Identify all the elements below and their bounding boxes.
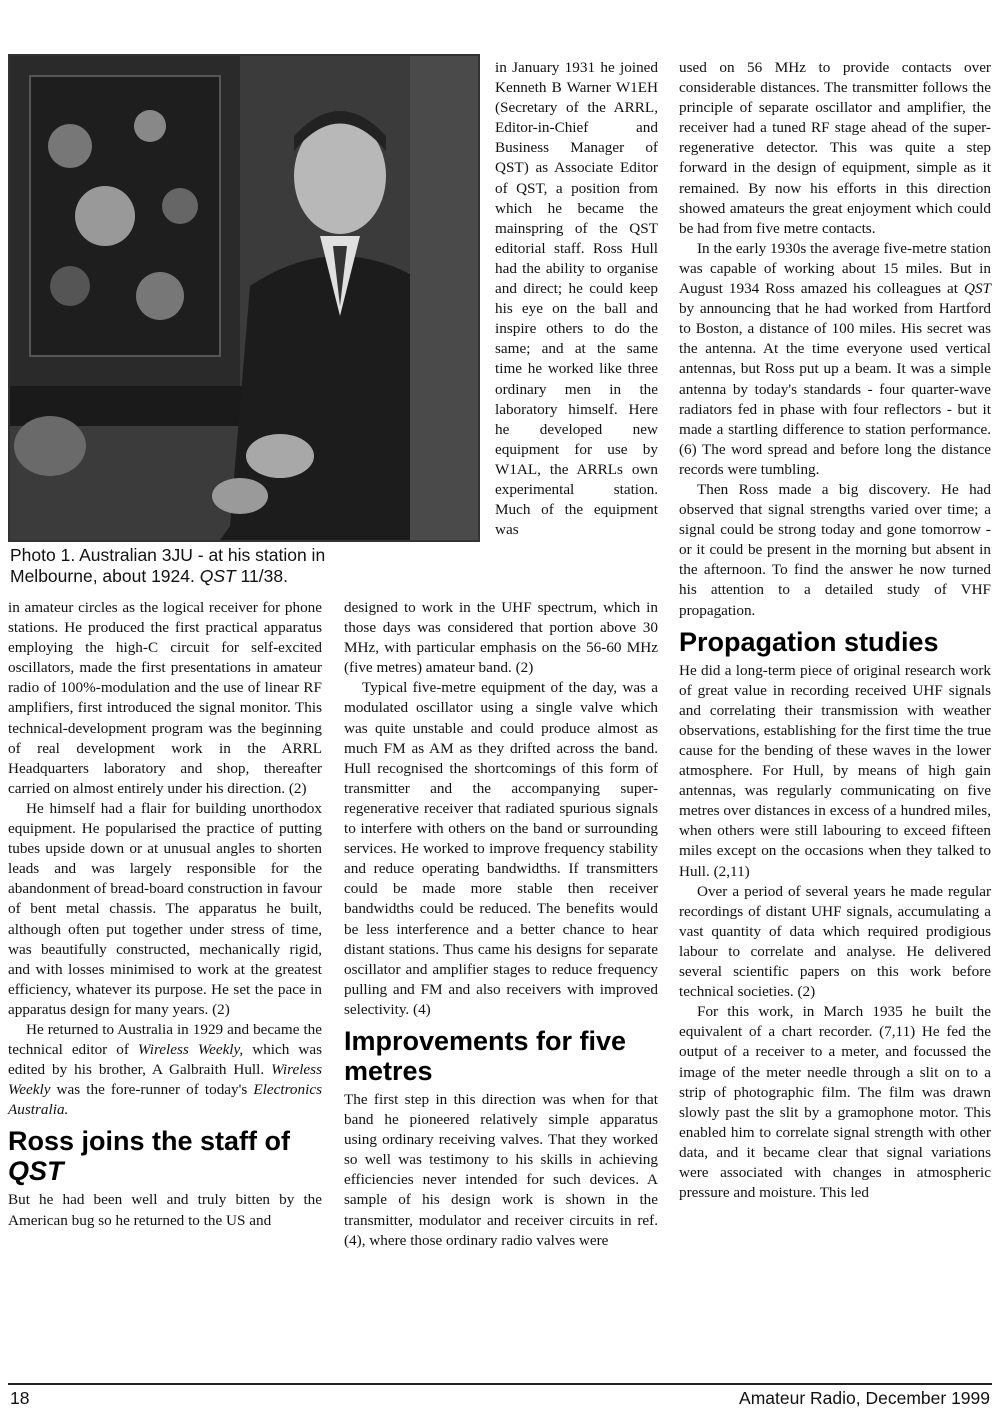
paragraph: in amateur circles as the logical receiver for phone stations. He produced the first practical apparatus employing the high-C circuit for self-excited oscillators, made the first presentations in amateur radio of 100%-modulation and the use of linear RF amplifiers, first introduced the signal monitor. This technical-development program was the beginning of real development work in the ARRL Headquarters laboratory and shop, thereafter carried on almost entirely under his direction. (2): [8, 599, 322, 797]
paragraph: He did a long-term piece of original research work of great value in recording received UHF signals and correlating their transmission with weather observations, establishing for the first time the true cause for the bending of these waves in the lower atmosphere. For Hull, by means of high gain antennas, was regularly communicating on five metres over distances in excess of a hundred miles, when others were still labouring to exceed fifteen miles except on the occasions when they talked to Hull. (2,11): [679, 661, 991, 880]
photo-caption: [10, 545, 480, 587]
column-2: [344, 598, 658, 1251]
paragraph: He himself had a flair for building unorthodox equipment. He popularised the practice of putting tubes upside down or at unusual angles to shorten leads and was largely responsible for the abandonment of bread-board construction in favour of bent metal chassis. The apparatus he built, although often put together under stress of time, was beautifully constructed, mechanically rigid, and with losses minimised to work at the greatest efficiency, whatever its purpose. He set the pace in apparatus design for many years. (2): [8, 799, 322, 1018]
column-1: [8, 598, 322, 1231]
caption-line-1: Photo 1. Australian 3JU - at his station in: [10, 545, 326, 565]
paragraph: used on 56 MHz to provide contacts over considerable distances. The transmitter follows the principle of separate oscillator and amplifier, the receiver had a tuned RF stage ahead of the super-regenerative detector. This was quite a step forward in the design of equipment, simple as it remained. By now his efforts in this direction showed amateurs the great enjoyment which could be had from five metre contacts.: [679, 59, 991, 237]
paragraph: Typical five-metre equipment of the day, was a modulated oscillator using a single valve which was quite unstable and could produce almost as much FM as AM as they drifted across the band. Hull recognised the shortcomings of this form of transmitter and the accompanying super-regenerative receiver that radiated spurious signals to interfere with others on the band or surrounding services. He worked to improve frequency stability and reduce operating bandwidths. If transmitters could be made more stable then receiver bandwidths could be reduced. The benefits would be less interference and a better chance to hear distant stations. Thus came his designs for separate oscillator and amplifier stages to reduce frequency pulling and FM and also receivers with improved selectivity. (4): [344, 679, 658, 1018]
caption-line-2: Melbourne, about 1924. QST 11/38.: [10, 566, 288, 586]
section-heading-propagation: Propagation studies: [679, 626, 939, 657]
footer-rule: [8, 1383, 992, 1385]
paragraph: He returned to Australia in 1929 and became the technical editor of Wireless Weekly, which was edited by his brother, A Galbraith Hull. Wireless Weekly was the fore-runner of today's Electronics Australia.: [8, 1020, 322, 1119]
publication-footer: Amateur Radio, December 1999: [739, 1388, 990, 1408]
column-3: [679, 58, 991, 1203]
section-heading-ross-joins: Ross joins the staff of QST: [8, 1126, 291, 1187]
paragraph: But he had been well and truly bitten by the American bug so he returned to the US and: [8, 1191, 322, 1229]
page-number: 18: [10, 1388, 30, 1408]
paragraph: in January 1931 he joined Kenneth B Warner W1EH (Secretary of the ARRL, Editor-in-Chief and Business Manager of QST) as Associate Editor of QST, a position from which he became the mainspring of the QST editorial staff. Ross Hull had the ability to organise and direct; he could keep his eye on the ball and inspire others to do the same; and at the same time he worked like three ordinary men in the laboratory himself. Here he developed new equipment for use by W1AL, the ARRLs own experimental station. Much of the equipment was: [495, 59, 658, 539]
paragraph: In the early 1930s the average five-metre station was capable of working about 15 miles. But in August 1934 Ross amazed his colleagues at QST by announcing that he had worked from Hartford to Boston, a distance of 100 miles. His secret was the antenna. At the time everyone used vertical antennas, but Ross put up a beam. It was a simple antenna by today's standards - four quarter-wave radiators fed in phase with four reflectors - but it made a startling difference to station performance. (6) The word spread and before long the distance records were tumbling.: [679, 239, 991, 478]
paragraph: Then Ross made a big discovery. He had observed that signal strengths varied over time; a signal could be strong today and gone tomorrow - or it could be present in the morning but absent in the afternoon. To find the answer he now turned his attention to a detailed study of VHF propagation.: [679, 480, 991, 619]
column-2-top: [495, 58, 658, 540]
paragraph: The first step in this direction was when for that band he pioneered relatively simple apparatus using ordinary receiving valves. That they worked so well was testimony to his skills in achieving efficiencies never intended for such devices. A sample of his design work is shown in the transmitter, modulator and receiver circuits in ref. (4), where those ordinary radio valves were: [344, 1090, 658, 1249]
historical-photo: [8, 54, 480, 542]
paragraph: Over a period of several years he made regular recordings of distant UHF signals, accumulating a vast quantity of data which required prodigious labour to correlate and analyse. He delivered several scientific papers on this work before technical societies. (2): [679, 882, 991, 1001]
section-heading-improvements: Improvements for five metres: [344, 1025, 627, 1086]
photo-illustration: [10, 56, 478, 540]
paragraph: For this work, in March 1935 he built the equivalent of a chart recorder. (7,11) He fed the output of a receiver to a meter, and focussed the image of the meter needle through a slit on to a strip of photographic film. The film was drawn slowly past the slit by a gramophone motor. This enabled him to correlate signal strength with other data, and it became clear that signal variations were associated with changes in atmospheric pressure and moisture. This led: [679, 1003, 991, 1202]
paragraph: designed to work in the UHF spectrum, which in those days was considered that portion above 30 MHz, with particular emphasis on the 56-60 MHz (five metres) amateur band. (2): [344, 599, 658, 677]
